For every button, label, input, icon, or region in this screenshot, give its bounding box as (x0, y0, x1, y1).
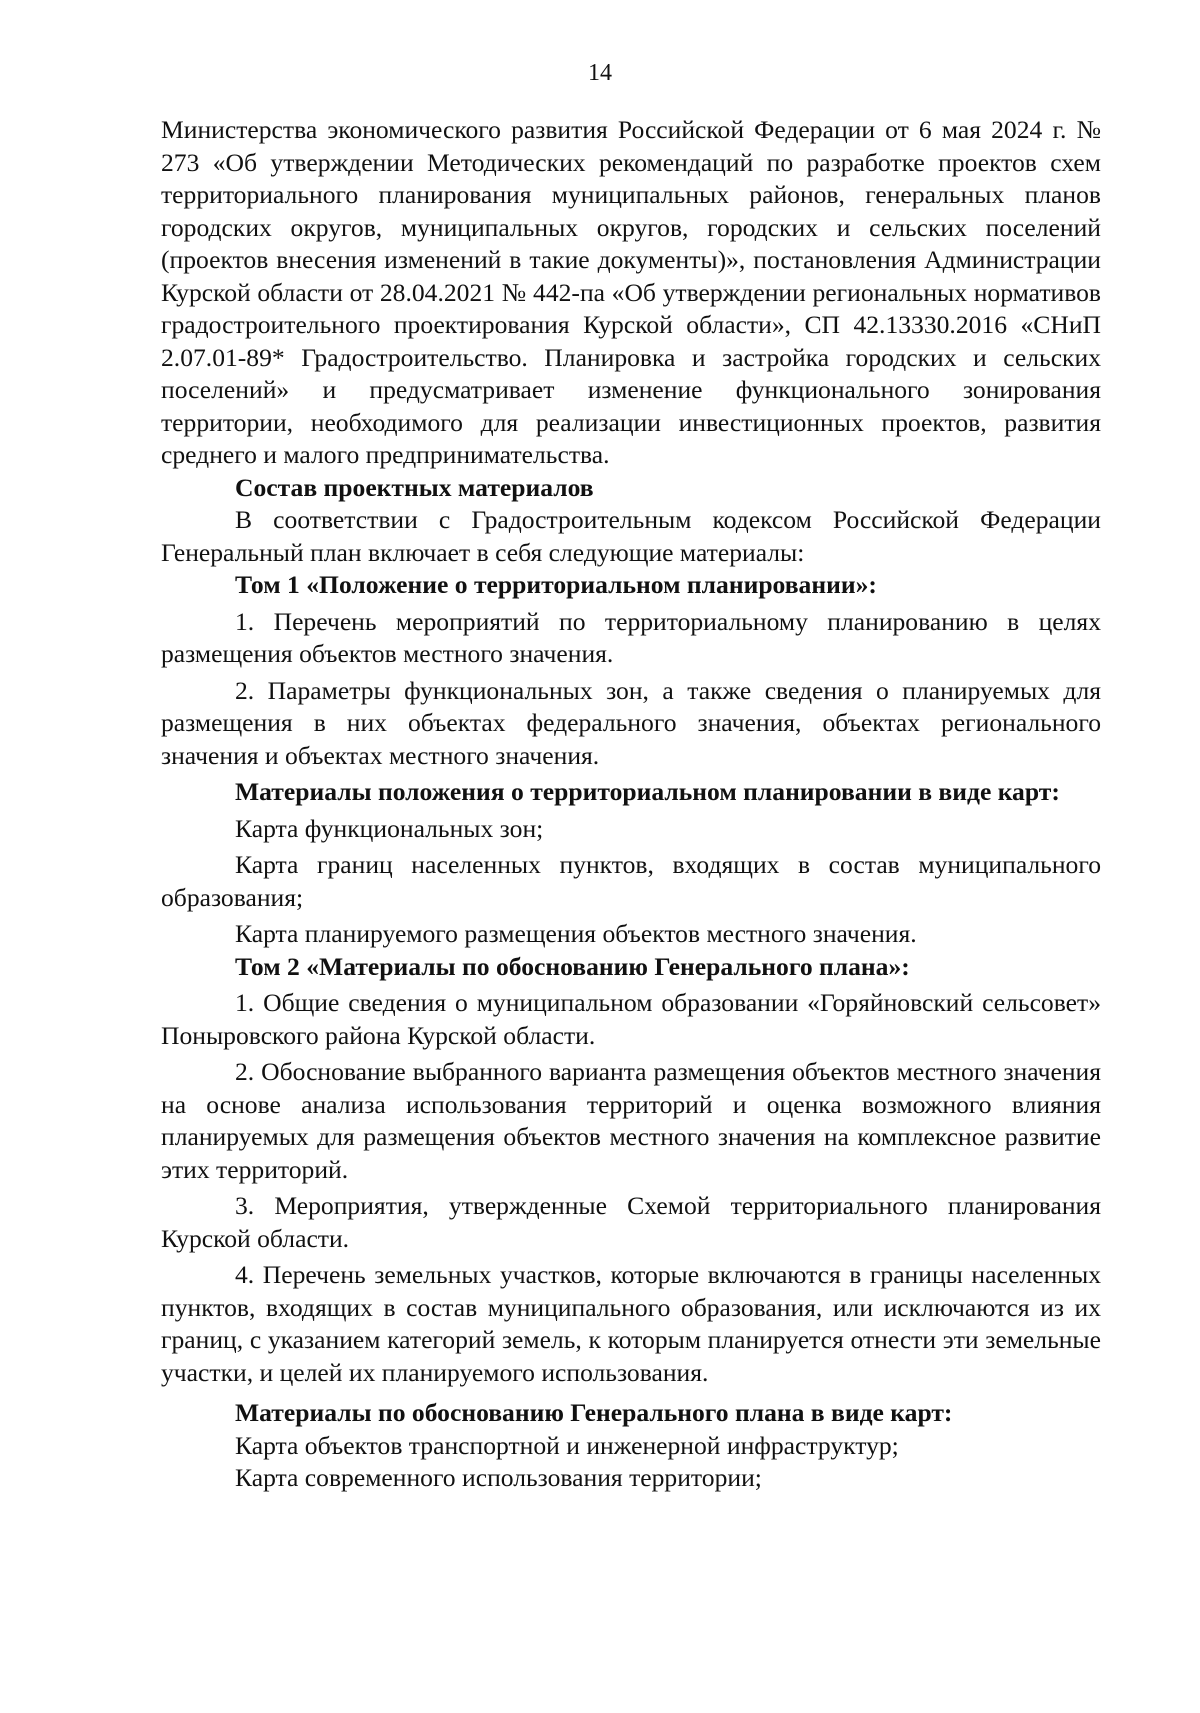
heading-volume-2: Том 2 «Материалы по обоснованию Генерального плана»: (235, 951, 910, 981)
list-item-map-settlement-borders: Карта границ населенных пунктов, входящих в состав муниципального образования; (161, 850, 1101, 912)
list-item-map-current-use: Карта современного использования территории; (235, 1463, 762, 1492)
list-item-map-local-objects: Карта планируемого размещения объектов местного значения. (235, 919, 917, 948)
heading-volume-2-maps: Материалы по обоснованию Генерального плана в виде карт: (235, 1398, 953, 1427)
paragraph-materials-intro: В соответствии с Градостроительным кодексом Российской Федерации Генеральный план включает в себя следующие материалы: (161, 505, 1101, 567)
list-item-v2-3: 3. Мероприятия, утвержденные Схемой территориального планирования Курской области. (161, 1191, 1101, 1253)
list-item-map-functional-zones: Карта функциональных зон; (235, 813, 544, 843)
page-number: 14 (588, 60, 612, 86)
list-item-v1-1: 1. Перечень мероприятий по территориальному планированию в целях размещения объектов местного значения. (161, 606, 1101, 668)
heading-volume-1: Том 1 «Положение о территориальном планировании»: (235, 570, 877, 599)
list-item-v1-2: 2. Параметры функциональных зон, а также сведения о планируемых для размещения в них объектах федерального значения, объектах регионального значения и объектах местного значения. (161, 675, 1101, 770)
list-item-v2-2: 2. Обоснование выбранного варианта размещения объектов местного значения на основе анализа использования территорий и оценка возможного влияния планируемых для размещения объектов местного значения на комплексное развитие этих территорий. (161, 1057, 1101, 1184)
list-item-v2-1: 1. Общие сведения о муниципальном образовании «Горяйновский сельсовет» Поныровского района Курской области. (161, 988, 1101, 1050)
heading-volume-1-maps: Материалы положения о территориальном планировании в виде карт: (235, 777, 1060, 806)
list-item-v2-4: 4. Перечень земельных участков, которые включаются в границы населенных пунктов, входящих в состав муниципального образования, или исключаются из их границ, с указанием категорий земель, к которым планируется отнести эти земельные участки, и целей их планируемого использования. (161, 1260, 1101, 1387)
heading-project-materials: Состав проектных материалов (235, 472, 594, 502)
document-body (161, 114, 1101, 1495)
paragraph-legal-basis: Министерства экономического развития Российской Федерации от 6 мая 2024 г. № 273 «Об утверждении Методических рекомендаций по разработке проектов схем территориального планирования муниципальных районов, генеральных планов городских округов, муниципальных округов, городских и сельских поселений (проектов внесения изменений в такие документы)», постановления Администрации Курской области от 28.04.2021 № 442-па «Об утверждении региональных нормативов градостроительного проектирования Курской области», СП 42.13330.2016 «СНиП 2.07.01-89* Градостроительство. Планировка и застройка городских и сельских поселений» и предусматривает изменение функционального зонирования территории, необходимого для реализации инвестиционных проектов, развития среднего и малого предпринимательства. (161, 115, 1101, 469)
list-item-map-infrastructure: Карта объектов транспортной и инженерной инфраструктур; (235, 1430, 899, 1460)
